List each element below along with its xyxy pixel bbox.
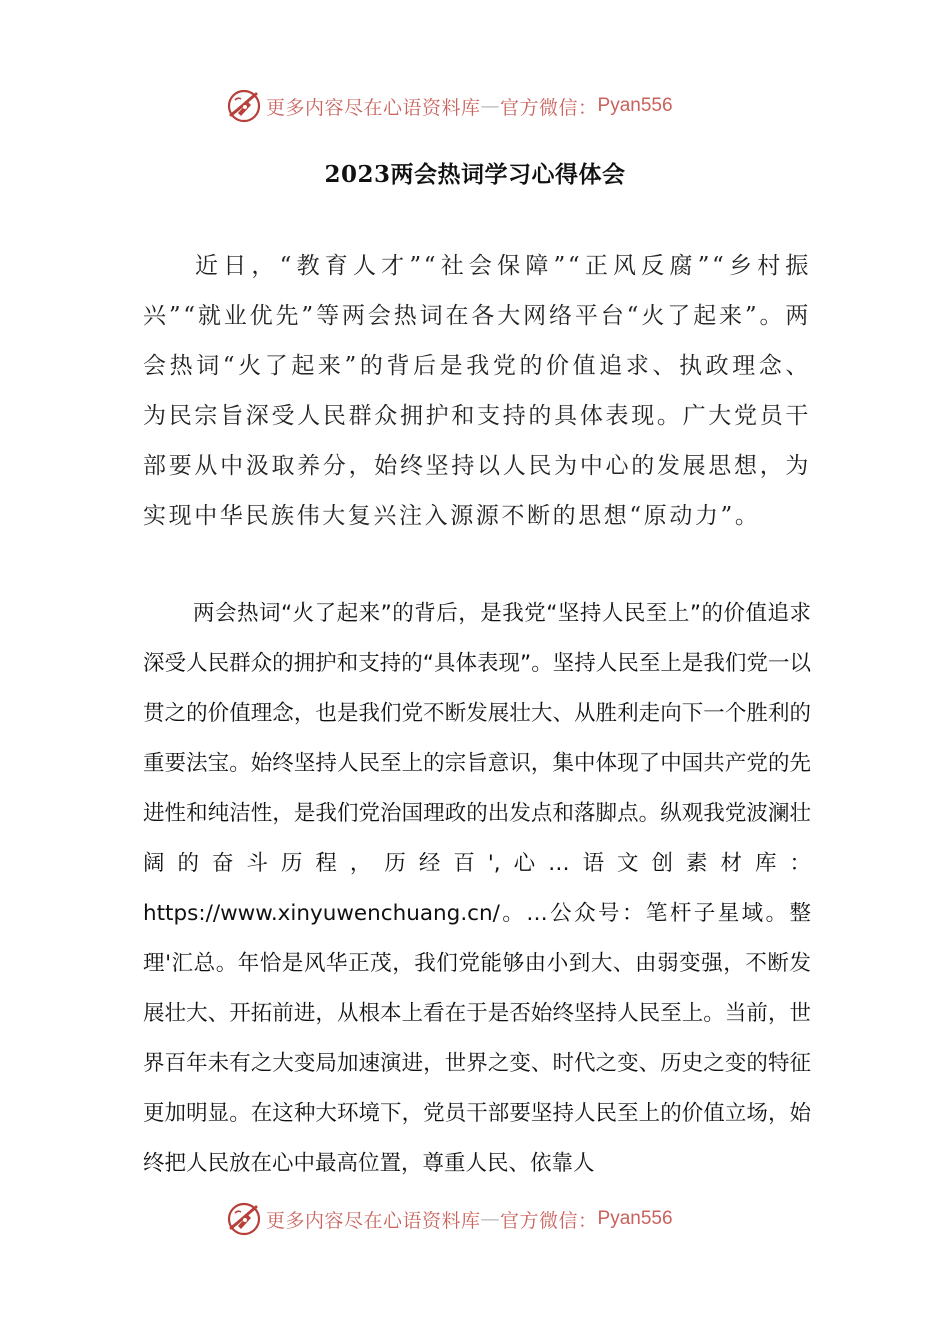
header-wechat-label: 官方微信： xyxy=(500,96,598,119)
footer-banner-text: 更多内容尽在心语资料库 xyxy=(266,1209,481,1232)
header-banner-separator: — xyxy=(480,95,501,117)
pen-nib-logo-icon xyxy=(226,1201,262,1237)
footer-wechat-id: Pyan556 xyxy=(597,1208,673,1229)
footer-wechat-label: 官方微信： xyxy=(500,1209,598,1232)
paragraph-2: 两会热词“火了起来”的背后，是我党“坚持人民至上”的价值追求深受人民群众的拥护和支持的“具体表现”。坚持人民至上是我们党一以贯之的价值理念，也是我们党不断发展壮大、从胜利走向下一个胜利的重要法宝。始终坚持人民至上的宗旨意识，集中体现了中国共产党的先进性和纯洁性，是我们党治国理政的出发点和落脚点。纵观我党波澜壮阔的奋斗历程，历经百',心…语文创素材库：https://www.xinyuwenchuang.cn/。…公众号：笔杆子星域。整理'汇总。年恰是风华正茂，我们党能够由小到大、由弱变强，不断发展壮大、开拓前进，从根本上看在于是否始终坚持人民至上。当前，世界百年未有之大变局加速演进，世界之变、时代之变、历史之变的特征更加明显。在这种大环境下，党员干部要坚持人民至上的价值立场，始终把人民放在心中最高位置，尊重人民、依靠人 xyxy=(143,601,811,1176)
header-banner-text: 更多内容尽在心语资料库 xyxy=(266,96,481,119)
header-wechat-id: Pyan556 xyxy=(597,95,673,116)
document-title: 2023两会热词学习心得体会 xyxy=(324,161,626,188)
paragraph-1: 近日，“教育人才”“社会保障”“正风反腐”“乡村振兴”“就业优先”等两会热词在各大网络平台“火了起来”。两会热词“火了起来”的背后是我党的价值追求、执政理念、为民宗旨深受人民群众拥护和支持的具体表现。广大党员干部要从中汲取养分，始终坚持以人民为中心的发展思想，为实现中华民族伟大复兴注入源源不断的思想“原动力”。 xyxy=(143,253,811,529)
footer-banner-separator: — xyxy=(480,1208,501,1230)
footer-banner[interactable] xyxy=(226,1199,726,1239)
pen-nib-logo-icon xyxy=(226,88,262,124)
header-banner[interactable] xyxy=(226,86,726,126)
